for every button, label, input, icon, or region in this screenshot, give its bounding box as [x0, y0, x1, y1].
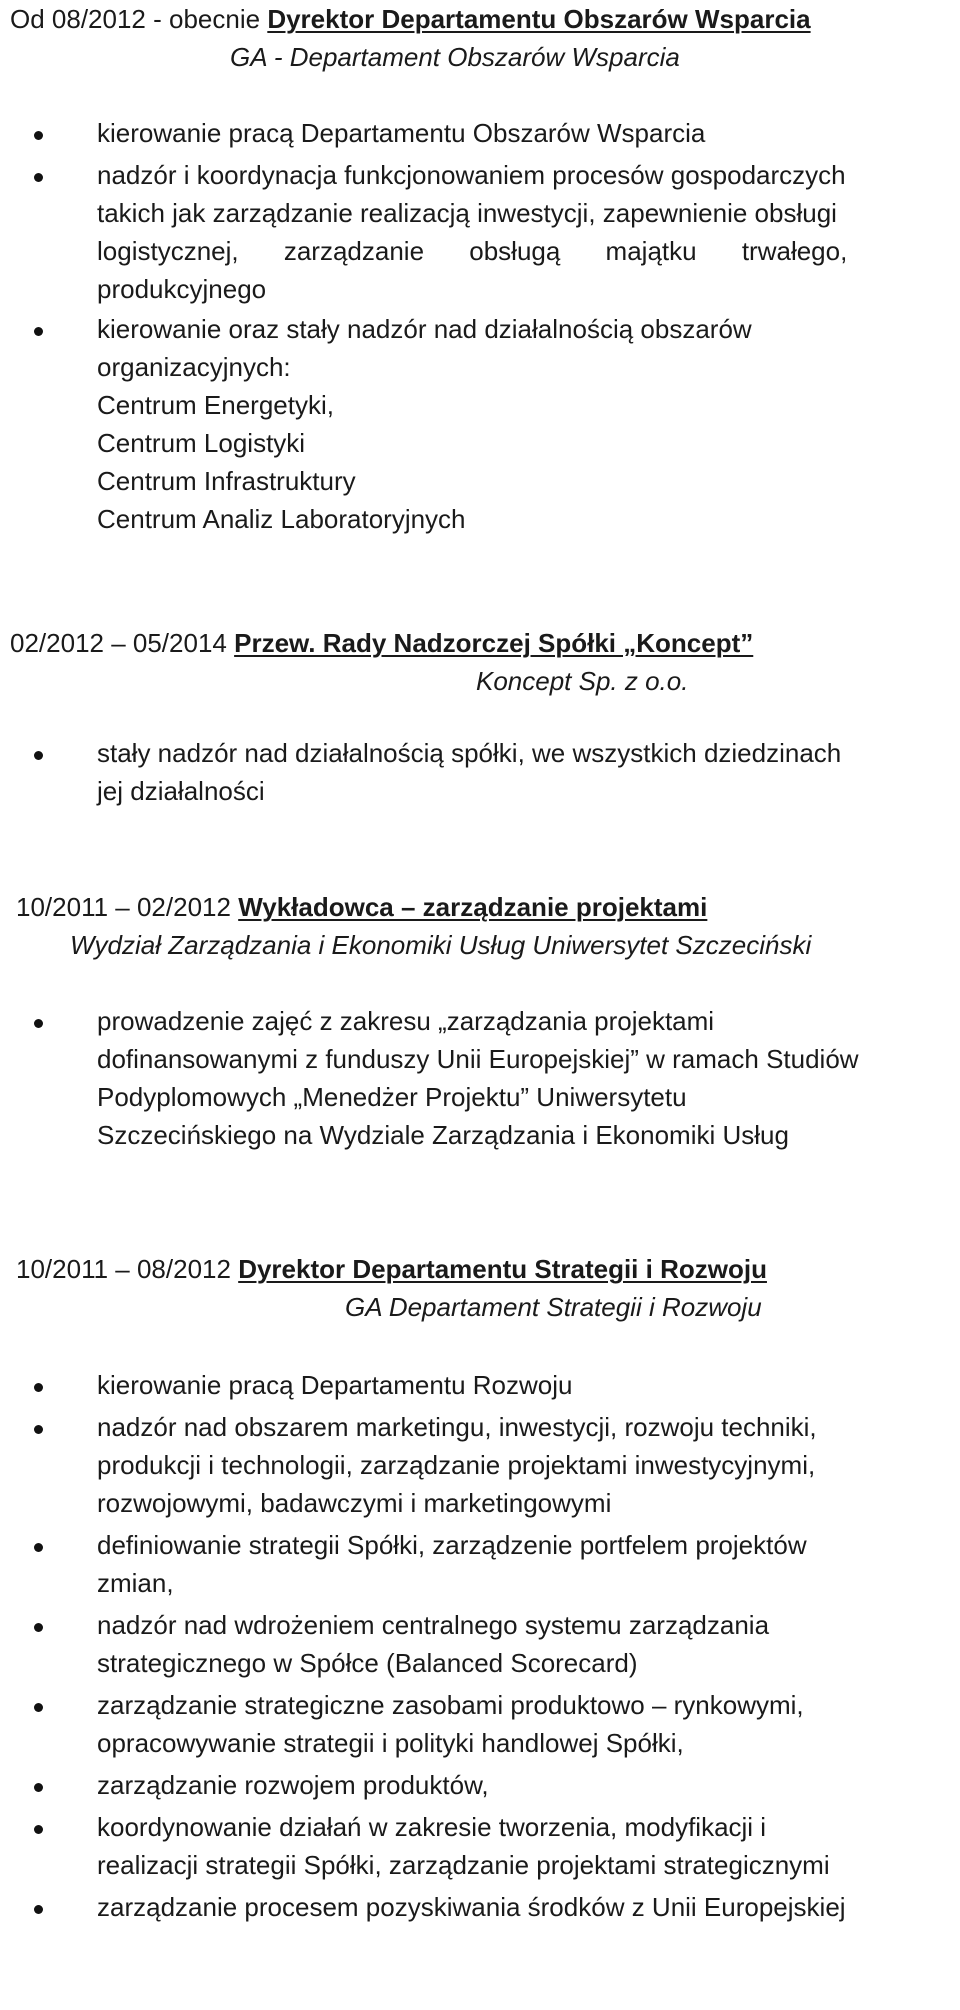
- section1-bullet2-line3: logistycznej, zarządzanie obsługą majątku trwałego,: [97, 236, 848, 266]
- section3-bullet1-line4: Szczecińskiego na Wydziale Zarządzania i Ekonomiki Usług: [97, 1120, 789, 1150]
- section2-bullet1-line2: jej działalności: [97, 776, 265, 806]
- section1-bullet3-line3: Centrum Energetyki,: [97, 390, 334, 420]
- section1-bullet3-line5: Centrum Infrastruktury: [97, 466, 356, 496]
- bullet-dot: [34, 131, 43, 140]
- section1-bullet3-line6: Centrum Analiz Laboratoryjnych: [97, 504, 466, 534]
- section3-bullet1-line3: Podyplomowych „Menedżer Projektu” Uniwersytetu: [97, 1082, 687, 1112]
- section4-company: GA Departament Strategii i Rozwoju: [345, 1292, 762, 1322]
- section1-bullet2-line2: takich jak zarządzanie realizacją inwestycji, zapewnienie obsługi: [97, 198, 837, 228]
- bullet-dot: [34, 1623, 43, 1632]
- section2-company: Koncept Sp. z o.o.: [476, 666, 689, 696]
- bullet-dot: [34, 1543, 43, 1552]
- section2-period: 02/2012 – 05/2014: [10, 628, 227, 658]
- section1-bullet2-line1: nadzór i koordynacja funkcjonowaniem procesów gospodarczych: [97, 160, 846, 190]
- bullet-dot: [34, 327, 43, 336]
- bullet-dot: [34, 1783, 43, 1792]
- section1-bullet3-line2: organizacyjnych:: [97, 352, 291, 382]
- section3-position: Wykładowca – zarządzanie projektami: [238, 892, 708, 922]
- section1-bullet3-line1: kierowanie oraz stały nadzór nad działalnością obszarów: [97, 314, 752, 344]
- section1-bullet1-line1: kierowanie pracą Departamentu Obszarów Wsparcia: [97, 118, 706, 148]
- section1-header: [10, 4, 811, 34]
- section4-period: 10/2011 – 08/2012: [16, 1254, 231, 1284]
- section4-bullet7-line2: realizacji strategii Spółki, zarządzanie projektami strategicznymi: [97, 1850, 830, 1880]
- bullet-dot: [34, 1383, 43, 1392]
- section1-bullet3-line4: Centrum Logistyki: [97, 428, 306, 458]
- section4-header: [16, 1254, 767, 1284]
- section4-bullet5-line1: zarządzanie strategiczne zasobami produktowo – rynkowymi,: [97, 1690, 804, 1720]
- section1-period: Od 08/2012 - obecnie: [10, 4, 261, 34]
- bullet-dot: [34, 1825, 43, 1834]
- section4-bullet2-line2: produkcji i technologii, zarządzanie projektami inwestycyjnymi,: [97, 1450, 816, 1480]
- section4-bullet5-line2: opracowywanie strategii i polityki handlowej Spółki,: [97, 1728, 684, 1758]
- section4-bullet3-line2: zmian,: [97, 1568, 174, 1598]
- section4-bullet3-line1: definiowanie strategii Spółki, zarządzenie portfelem projektów: [97, 1530, 807, 1560]
- section2-position: Przew. Rady Nadzorczej Spółki „Koncept”: [234, 628, 754, 658]
- section3-header: [16, 892, 707, 922]
- section4-bullet2-line1: nadzór nad obszarem marketingu, inwestycji, rozwoju techniki,: [97, 1412, 817, 1442]
- section4-bullet4-line2: strategicznego w Spółce (Balanced Scorecard): [97, 1648, 638, 1678]
- section4-bullet1-line1: kierowanie pracą Departamentu Rozwoju: [97, 1370, 573, 1400]
- section4-position: Dyrektor Departamentu Strategii i Rozwoju: [238, 1254, 767, 1284]
- section2-header: [10, 628, 753, 658]
- section4-bullet4-line1: nadzór nad wdrożeniem centralnego systemu zarządzania: [97, 1610, 770, 1640]
- bullet-dot: [34, 1019, 43, 1028]
- bullet-dot: [34, 173, 43, 182]
- section3-period: 10/2011 – 02/2012: [16, 892, 231, 922]
- section3-bullet1-line1: prowadzenie zajęć z zakresu „zarządzania projektami: [97, 1006, 715, 1036]
- section4-bullet8-line1: zarządzanie procesem pozyskiwania środków z Unii Europejskiej: [97, 1892, 846, 1922]
- section4-bullet6-line1: zarządzanie rozwojem produktów,: [97, 1770, 489, 1800]
- section3-bullet1-line2: dofinansowanymi z funduszy Unii Europejskiej” w ramach Studiów: [97, 1044, 859, 1074]
- section1-company: GA - Departament Obszarów Wsparcia: [230, 42, 680, 72]
- section1-bullet2-line4: produkcyjnego: [97, 274, 267, 304]
- section3-company: Wydział Zarządzania i Ekonomiki Usług Uniwersytet Szczeciński: [70, 930, 812, 960]
- section4-bullet2-line3: rozwojowymi, badawczymi i marketingowymi: [97, 1488, 612, 1518]
- bullet-dot: [34, 1703, 43, 1712]
- section1-position: Dyrektor Departamentu Obszarów Wsparcia: [267, 4, 811, 34]
- bullet-dot: [34, 1425, 43, 1434]
- bullet-dot: [34, 1905, 43, 1914]
- section2-bullet1-line1: stały nadzór nad działalnością spółki, we wszystkich dziedzinach: [97, 738, 842, 768]
- bullet-dot: [34, 751, 43, 760]
- section4-bullet7-line1: koordynowanie działań w zakresie tworzenia, modyfikacji i: [97, 1812, 767, 1842]
